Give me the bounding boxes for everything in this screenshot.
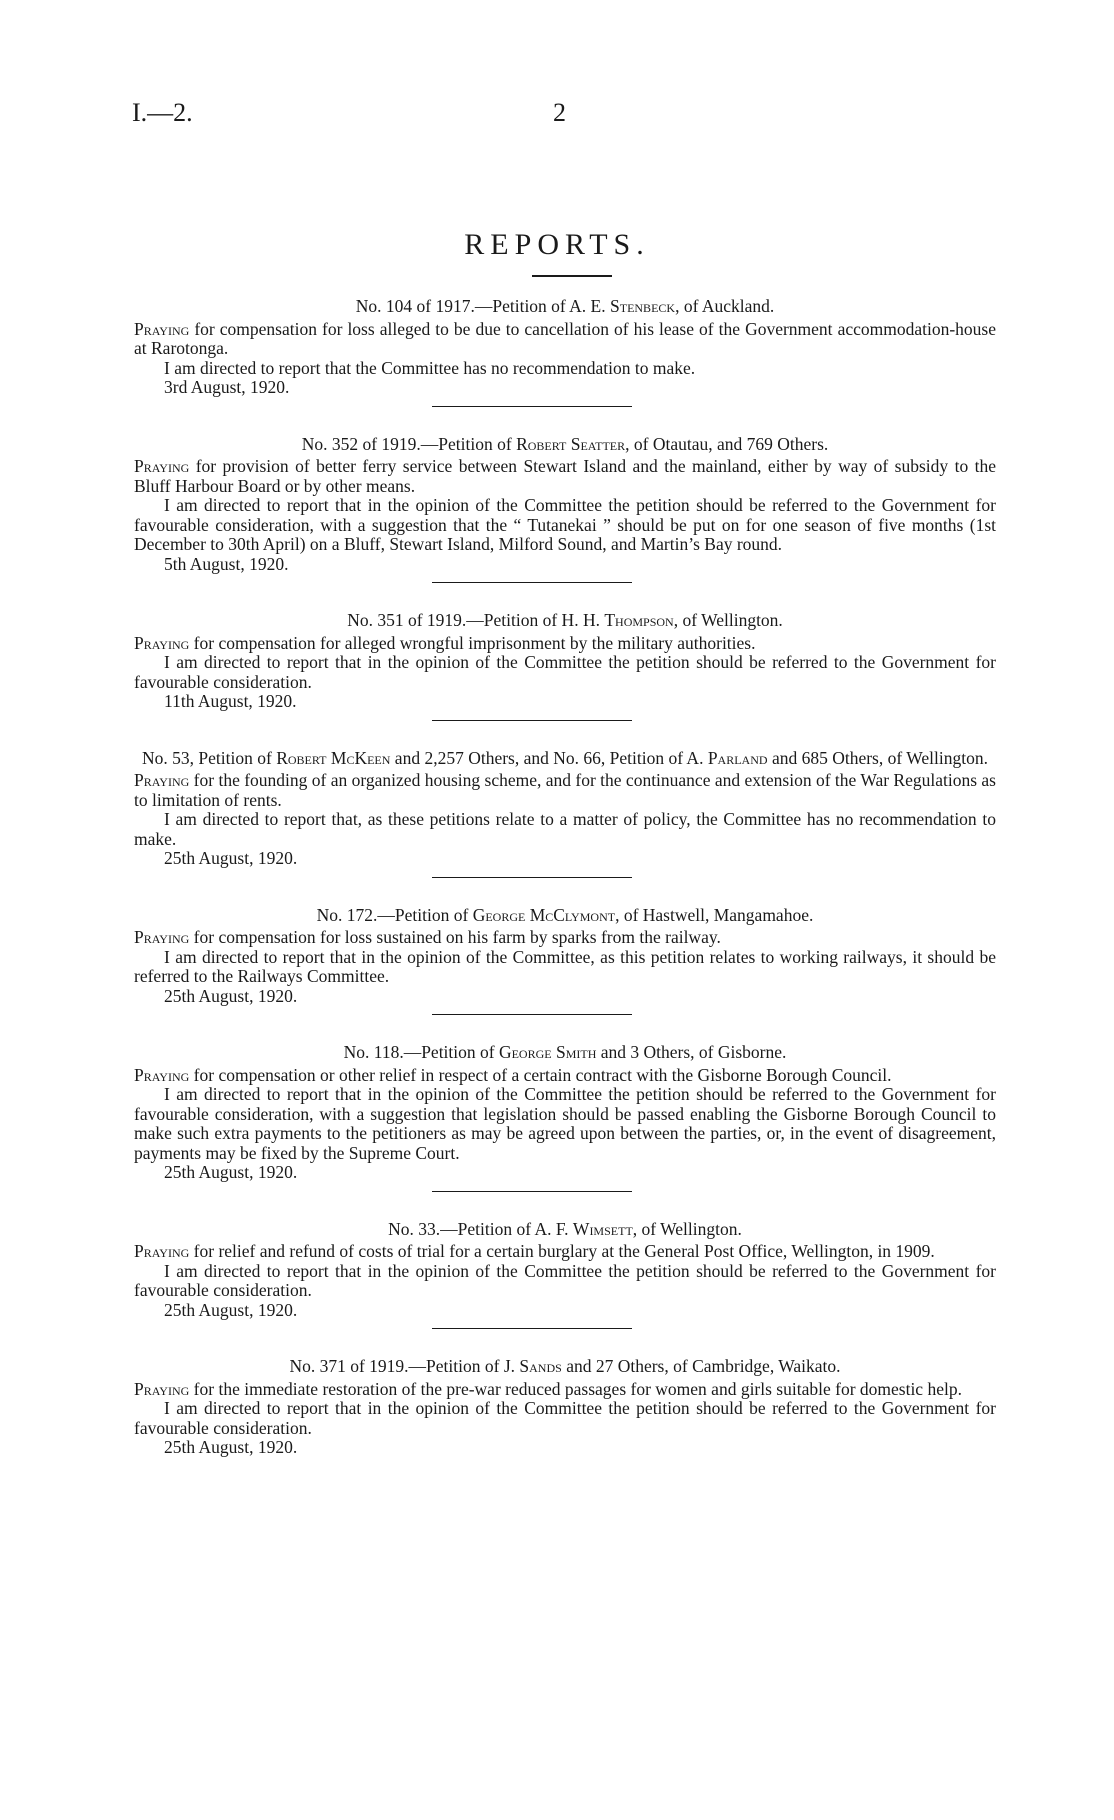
petition-heading: No. 351 of 1919.—Petition of H. H. Thompson, of Wellington. bbox=[347, 610, 783, 630]
page-number: 2 bbox=[553, 98, 566, 127]
report-paragraph: I am directed to report that in the opinion of the Committee the petition should be referred to the Government for favourable consideration. bbox=[134, 1398, 996, 1438]
petitioner-name: Thompson bbox=[604, 610, 674, 630]
petitioner-name: Stenbeck bbox=[610, 296, 676, 316]
praying-paragraph: Praying for compensation for loss alleged to be due to cancellation of his lease of the Government accommodation-house at Rarotonga. bbox=[134, 318, 996, 358]
petitioner-name: Robert Seatter bbox=[516, 433, 626, 454]
page-header bbox=[0, 98, 1114, 138]
document-reference: I.—2. bbox=[132, 98, 193, 127]
page-title: REPORTS. bbox=[464, 228, 650, 261]
report-paragraph: I am directed to report that in the opinion of the Committee the petition should be referred to the Government for favourable consideration. bbox=[134, 652, 996, 692]
petitioner-name: Parland bbox=[707, 747, 768, 768]
praying-paragraph: Praying for the immediate restoration of the pre-war reduced passages for women and girls suitable for domestic help. bbox=[134, 1378, 962, 1399]
petitioner-name: Wimsett bbox=[572, 1218, 633, 1239]
report-entry bbox=[134, 435, 996, 575]
petition-heading: No. 352 of 1919.—Petition of Robert Seatter, of Otautau, and 769 Others. bbox=[301, 433, 829, 454]
report-date: 11th August, 1920. bbox=[164, 691, 297, 711]
report-date: 25th August, 1920. bbox=[164, 1437, 298, 1457]
petition-heading: No. 53, Petition of Robert McKeen and 2,257 Others, and No. 66, Petition of A. Parland and 685 Others, of Wellington. bbox=[142, 747, 988, 768]
petitioner-name: George McClymont bbox=[472, 904, 616, 925]
report-paragraph: I am directed to report that in the opinion of the Committee the petition should be referred to the Government for favourable consideration, with a suggestion that the “ Tutanekai ” should be put on for one season of five months (1st December to 30th April) on a Bluff, Stewart Island, Milford Sound, and Martin’s Bay round. bbox=[134, 495, 996, 554]
praying-paragraph: Praying for compensation for loss sustained on his farm by sparks from the railway. bbox=[134, 927, 721, 947]
report-date: 3rd August, 1920. bbox=[164, 377, 290, 397]
report-paragraph: I am directed to report that the Committee has no recommendation to make. bbox=[164, 357, 696, 378]
section-divider bbox=[432, 720, 632, 721]
petitioner-name: George Smith bbox=[498, 1042, 597, 1062]
report-paragraph: I am directed to report that, as these petitions relate to a matter of policy, the Committee has no recommendation to make. bbox=[134, 809, 996, 849]
title-rule bbox=[532, 275, 612, 277]
section-divider bbox=[432, 877, 632, 878]
petition-heading: No. 371 of 1919.—Petition of J. Sands and 27 Others, of Cambridge, Waikato. bbox=[289, 1356, 841, 1376]
praying-paragraph: Praying for provision of better ferry service between Stewart Island and the mainland, either by way of subsidy to the Bluff Harbour Board or by other means. bbox=[134, 456, 996, 496]
section-divider bbox=[432, 1191, 632, 1192]
petition-heading: No. 104 of 1917.—Petition of A. E. Stenbeck, of Auckland. bbox=[355, 296, 775, 316]
praying-paragraph: Praying for the founding of an organized housing scheme, and for the continuance and extension of the War Regulations as to limitation of rents. bbox=[134, 770, 996, 810]
report-paragraph: I am directed to report that in the opinion of the Committee the petition should be referred to the Government for favourable consideration, with a suggestion that legislation should be passed enabling the Gisborne Borough Council to make such extra payments to the petitioners as may be agreed upon between the parties, or, in the event of disagreement, payments may be fixed by the Supreme Court. bbox=[134, 1084, 996, 1163]
report-date: 25th August, 1920. bbox=[164, 848, 298, 868]
petitioner-name: Sands bbox=[519, 1356, 562, 1376]
praying-paragraph: Praying for compensation or other relief in respect of a certain contract with the Gisborne Borough Council. bbox=[134, 1064, 892, 1085]
report-entry bbox=[134, 1357, 996, 1458]
petition-heading: No. 33.—Petition of A. F. Wimsett, of Wellington. bbox=[388, 1218, 742, 1239]
report-entry bbox=[134, 1220, 996, 1321]
section-divider bbox=[432, 1014, 632, 1015]
petitioner-name: Robert McKeen bbox=[276, 747, 391, 768]
section-divider bbox=[432, 406, 632, 407]
petition-heading: No. 118.—Petition of George Smith and 3 Others, of Gisborne. bbox=[343, 1042, 787, 1062]
praying-paragraph: Praying for compensation for alleged wrongful imprisonment by the military authorities. bbox=[134, 632, 756, 653]
section-divider bbox=[432, 582, 632, 583]
petition-heading: No. 172.—Petition of George McClymont, of Hastwell, Mangamahoe. bbox=[316, 904, 814, 925]
section-divider bbox=[432, 1328, 632, 1329]
report-entry bbox=[134, 297, 996, 398]
report-entry bbox=[134, 1043, 996, 1183]
report-entry bbox=[134, 906, 996, 1007]
report-date: 25th August, 1920. bbox=[164, 1299, 298, 1320]
report-paragraph: I am directed to report that in the opinion of the Committee, as this petition relates to working railways, it should be referred to the Railways Committee. bbox=[134, 946, 996, 986]
report-date: 5th August, 1920. bbox=[164, 553, 289, 574]
report-date: 25th August, 1920. bbox=[164, 1162, 298, 1182]
report-entry bbox=[134, 611, 996, 712]
report-entry bbox=[134, 749, 996, 869]
report-date: 25th August, 1920. bbox=[164, 985, 298, 1006]
praying-paragraph: Praying for relief and refund of costs of trial for a certain burglary at the General Post Office, Wellington, in 1909. bbox=[134, 1241, 935, 1261]
reports-list bbox=[134, 297, 996, 1458]
report-paragraph: I am directed to report that in the opinion of the Committee the petition should be referred to the Government for favourable consideration. bbox=[134, 1260, 996, 1300]
